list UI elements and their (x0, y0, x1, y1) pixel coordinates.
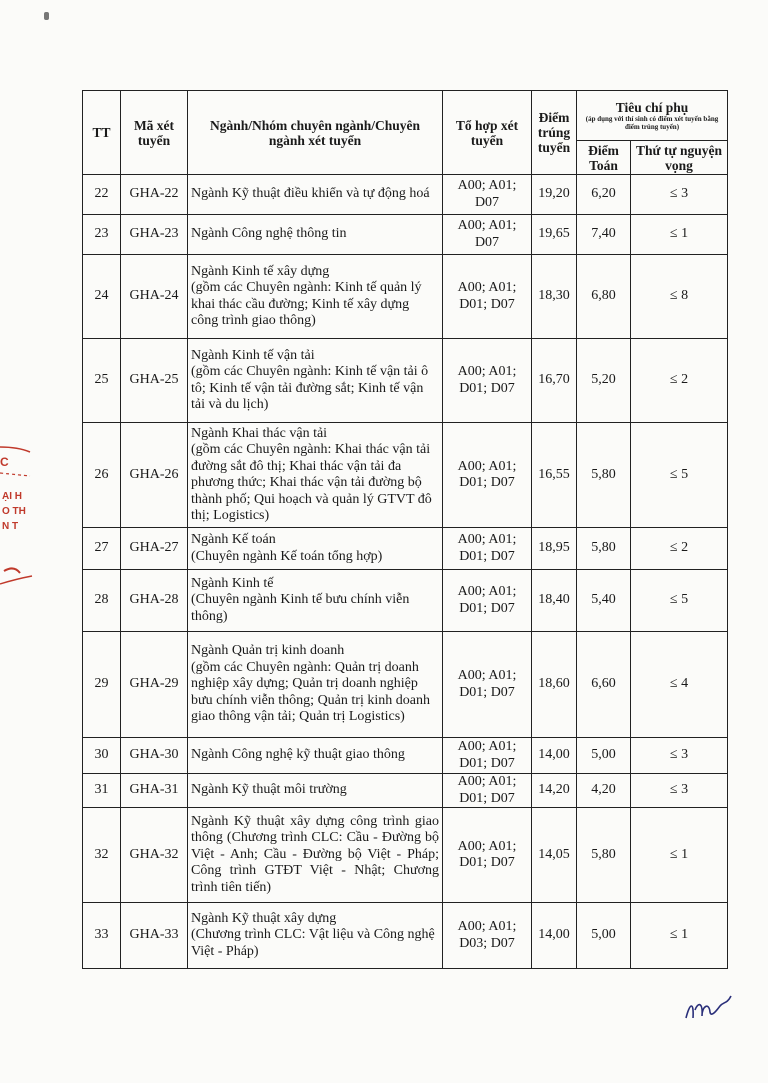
row-major: Ngành Công nghệ kỹ thuật giao thông (188, 738, 443, 774)
stamp-text-3: O TH (2, 506, 26, 517)
table-row (83, 570, 728, 632)
row-combo: A00; A01; D01; D07 (443, 808, 532, 903)
row-code: GHA-25 (121, 339, 188, 423)
row-code: GHA-32 (121, 808, 188, 903)
row-math: 5,80 (577, 528, 631, 570)
row-score: 18,30 (532, 255, 577, 339)
scan-speck (44, 12, 49, 20)
row-tt: 27 (83, 528, 121, 570)
stamp-text-4: N T (2, 521, 19, 532)
table-row (83, 903, 728, 969)
row-math: 5,20 (577, 339, 631, 423)
red-stamp-fragment (0, 443, 34, 593)
row-code: GHA-24 (121, 255, 188, 339)
row-math: 5,80 (577, 423, 631, 528)
signature (683, 992, 738, 1027)
row-tt: 29 (83, 632, 121, 738)
row-wish: ≤ 3 (631, 738, 728, 774)
admission-table (82, 90, 728, 969)
row-combo: A00; A01; D07 (443, 175, 532, 215)
row-score: 18,60 (532, 632, 577, 738)
table-row (83, 528, 728, 570)
row-score: 16,55 (532, 423, 577, 528)
table-body (83, 175, 728, 969)
row-math: 4,20 (577, 774, 631, 808)
row-tt: 26 (83, 423, 121, 528)
row-code: GHA-22 (121, 175, 188, 215)
table-row (83, 339, 728, 423)
row-math: 5,40 (577, 570, 631, 632)
row-code: GHA-23 (121, 215, 188, 255)
header-criteria-note: (áp dụng với thí sinh có điểm xét tuyển bằng điểm trúng tuyển) (585, 115, 719, 131)
row-code: GHA-26 (121, 423, 188, 528)
row-tt: 24 (83, 255, 121, 339)
table-row (83, 255, 728, 339)
row-tt: 30 (83, 738, 121, 774)
row-score: 14,00 (532, 903, 577, 969)
stamp-text-2: ẠI H (2, 491, 22, 502)
table-row (83, 175, 728, 215)
row-wish: ≤ 3 (631, 175, 728, 215)
row-score: 16,70 (532, 339, 577, 423)
row-code: GHA-27 (121, 528, 188, 570)
header-criteria (577, 91, 728, 141)
row-major: Ngành Kinh tế vận tải (gồm các Chuyên ngành: Kinh tế vận tải ô tô; Kinh tế vận tải đường sắt; Kinh tế vận tải và du lịch) (188, 339, 443, 423)
table-row (83, 423, 728, 528)
row-wish: ≤ 3 (631, 774, 728, 808)
row-major: Ngành Kỹ thuật điều khiển và tự động hoá (188, 175, 443, 215)
row-combo: A00; A01; D01; D07 (443, 738, 532, 774)
row-code: GHA-30 (121, 738, 188, 774)
row-score: 19,20 (532, 175, 577, 215)
row-wish: ≤ 8 (631, 255, 728, 339)
header-code: Mã xét tuyển (121, 91, 188, 175)
row-score: 14,20 (532, 774, 577, 808)
row-combo: A00; A01; D01; D07 (443, 774, 532, 808)
row-wish: ≤ 5 (631, 423, 728, 528)
row-code: GHA-31 (121, 774, 188, 808)
row-combo: A00; A01; D07 (443, 215, 532, 255)
row-wish: ≤ 1 (631, 903, 728, 969)
row-wish: ≤ 2 (631, 339, 728, 423)
row-math: 6,60 (577, 632, 631, 738)
row-code: GHA-28 (121, 570, 188, 632)
row-tt: 32 (83, 808, 121, 903)
row-tt: 33 (83, 903, 121, 969)
row-wish: ≤ 4 (631, 632, 728, 738)
row-score: 19,65 (532, 215, 577, 255)
row-combo: A00; A01; D01; D07 (443, 339, 532, 423)
row-combo: A00; A01; D01; D07 (443, 632, 532, 738)
row-math: 6,80 (577, 255, 631, 339)
stamp-arcs (0, 443, 34, 593)
row-math: 5,00 (577, 738, 631, 774)
row-math: 6,20 (577, 175, 631, 215)
row-tt: 28 (83, 570, 121, 632)
row-major: Ngành Kỹ thuật môi trường (188, 774, 443, 808)
row-combo: A00; A01; D01; D07 (443, 255, 532, 339)
row-score: 14,00 (532, 738, 577, 774)
row-code: GHA-33 (121, 903, 188, 969)
header-wish: Thứ tự nguyện vọng (631, 141, 728, 175)
header-major: Ngành/Nhóm chuyên ngành/Chuyên ngành xét tuyển (188, 91, 443, 175)
row-combo: A00; A01; D01; D07 (443, 423, 532, 528)
header-criteria-title: Tiêu chí phụ (615, 100, 689, 115)
row-major: Ngành Kế toán (Chuyên ngành Kế toán tổng hợp) (188, 528, 443, 570)
row-score: 14,05 (532, 808, 577, 903)
row-major: Ngành Kỹ thuật xây dựng công trình giao thông (Chương trình CLC: Cầu - Đường bộ Việt - Anh; Cầu - Đường bộ Việt - Pháp; Công trình GTĐT Việt - Nhật; Chương trình tiên tiến) (188, 808, 443, 903)
row-tt: 25 (83, 339, 121, 423)
row-tt: 22 (83, 175, 121, 215)
row-major: Ngành Kỹ thuật xây dựng (Chương trình CLC: Vật liệu và Công nghệ Việt - Pháp) (188, 903, 443, 969)
row-tt: 31 (83, 774, 121, 808)
table-row (83, 738, 728, 774)
row-math: 5,00 (577, 903, 631, 969)
row-wish: ≤ 1 (631, 215, 728, 255)
row-major: Ngành Khai thác vận tải (gồm các Chuyên ngành: Khai thác vận tải đường sắt đô thị; Khai thác vận tải đa phương thức; Khai thác vận tải đường bộ thành phố; Qui hoạch và quản lý GTVT đô thị; Logistics) (188, 423, 443, 528)
table-row (83, 215, 728, 255)
row-tt: 23 (83, 215, 121, 255)
row-combo: A00; A01; D03; D07 (443, 903, 532, 969)
table-row (83, 632, 728, 738)
row-combo: A00; A01; D01; D07 (443, 570, 532, 632)
row-math: 7,40 (577, 215, 631, 255)
row-math: 5,80 (577, 808, 631, 903)
row-code: GHA-29 (121, 632, 188, 738)
table-row (83, 774, 728, 808)
header-combo: Tổ hợp xét tuyển (443, 91, 532, 175)
header-math: Điểm Toán (577, 141, 631, 175)
row-major: Ngành Quản trị kinh doanh (gồm các Chuyên ngành: Quản trị doanh nghiệp xây dựng; Quản trị doanh nghiệp bưu chính viễn thông; Quản trị kinh doanh giao thông vận tải; Quản trị Logistics) (188, 632, 443, 738)
row-wish: ≤ 2 (631, 528, 728, 570)
table-header (83, 91, 728, 175)
header-tt: TT (83, 91, 121, 175)
row-major: Ngành Công nghệ thông tin (188, 215, 443, 255)
row-score: 18,40 (532, 570, 577, 632)
table-row (83, 808, 728, 903)
row-wish: ≤ 5 (631, 570, 728, 632)
row-score: 18,95 (532, 528, 577, 570)
row-wish: ≤ 1 (631, 808, 728, 903)
row-major: Ngành Kinh tế (Chuyên ngành Kinh tế bưu chính viễn thông) (188, 570, 443, 632)
stamp-text-1: C (0, 455, 9, 469)
row-major: Ngành Kinh tế xây dựng (gồm các Chuyên ngành: Kinh tế quản lý khai thác cầu đường; Kinh tế xây dựng công trình giao thông) (188, 255, 443, 339)
row-combo: A00; A01; D01; D07 (443, 528, 532, 570)
header-score: Điểm trúng tuyển (532, 91, 577, 175)
